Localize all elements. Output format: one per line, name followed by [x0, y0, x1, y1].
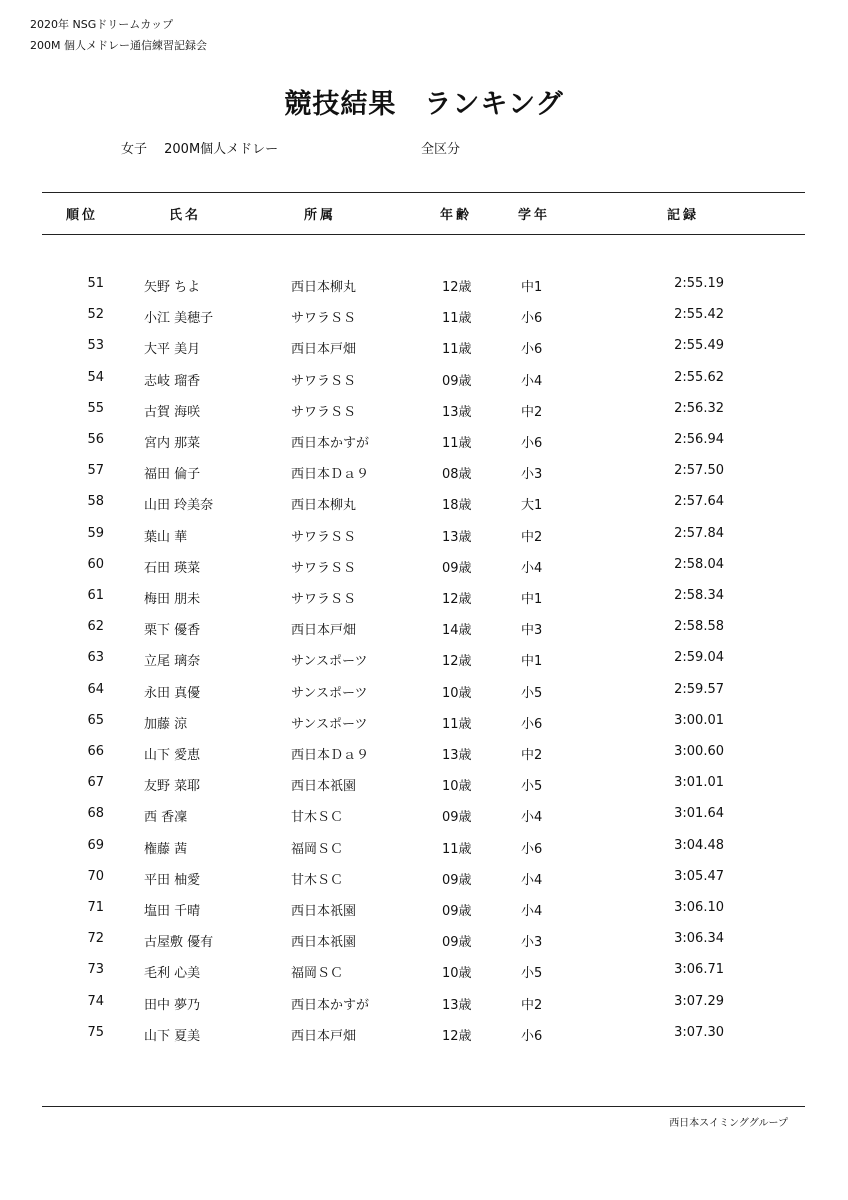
time-cell: 2:57.64: [674, 494, 724, 510]
club-cell: 西日本Ｄａ９: [291, 748, 370, 763]
table-row: [0, 931, 848, 962]
rank-cell: 52: [87, 307, 104, 323]
name-cell: 権藤 茜: [144, 841, 188, 857]
table-row: [0, 338, 848, 369]
time-cell: 3:07.29: [674, 993, 724, 1009]
time-cell: 2:59.04: [674, 650, 724, 666]
grade-cell: 中2: [521, 748, 543, 763]
name-cell: 矢野 ちよ: [144, 280, 201, 295]
club-cell: サワラＳＳ: [291, 311, 357, 327]
column-header-time: 記録: [667, 208, 700, 223]
name-cell: 西 香凜: [144, 810, 188, 826]
rank-cell: 72: [87, 931, 104, 947]
name-cell: 古屋敷 優有: [144, 935, 214, 951]
club-cell: 西日本かすが: [291, 436, 370, 451]
rank-cell: 67: [87, 775, 104, 791]
club-cell: サンスポーツ: [291, 654, 368, 670]
column-header-rank: 順位: [66, 208, 99, 223]
time-cell: 2:55.49: [674, 338, 724, 354]
club-cell: サワラＳＳ: [291, 592, 357, 607]
column-header-name: 氏名: [169, 208, 202, 223]
name-cell: 山下 夏美: [144, 1028, 201, 1044]
grade-cell: 小4: [521, 810, 543, 826]
page-title: 競技結果 ランキング: [284, 89, 564, 120]
grade-cell: 小4: [521, 560, 543, 576]
name-cell: 梅田 朋未: [144, 592, 201, 607]
time-cell: 2:55.62: [674, 369, 724, 385]
name-cell: 田中 夢乃: [144, 997, 201, 1013]
age-cell: 09歳: [442, 904, 472, 919]
rank-cell: 60: [87, 556, 104, 572]
grade-cell: 小6: [521, 342, 543, 358]
club-cell: 甘木ＳＣ: [291, 872, 344, 888]
club-cell: 西日本戸畑: [291, 623, 357, 639]
grade-cell: 小3: [521, 935, 543, 951]
table-row: [0, 307, 848, 338]
club-cell: 西日本かすが: [291, 997, 370, 1013]
grade-cell: 中2: [521, 529, 543, 545]
time-cell: 2:57.84: [674, 525, 724, 541]
age-cell: 09歳: [442, 872, 472, 888]
grade-cell: 小6: [521, 841, 543, 857]
table-row: [0, 494, 848, 525]
grade-cell: 小3: [521, 467, 543, 483]
rank-cell: 59: [87, 525, 104, 541]
rank-cell: 57: [87, 463, 104, 479]
time-cell: 2:56.94: [674, 432, 724, 447]
time-cell: 2:59.57: [674, 681, 724, 697]
rank-cell: 55: [87, 400, 104, 416]
table-row: [0, 869, 848, 900]
time-cell: 2:55.19: [674, 276, 724, 291]
rank-cell: 56: [87, 432, 104, 447]
table-row: [0, 557, 848, 588]
age-cell: 11歳: [442, 342, 472, 358]
name-cell: 永田 真優: [144, 685, 201, 701]
table-row: [0, 526, 848, 557]
document-header: [30, 14, 207, 56]
rank-cell: 53: [87, 338, 104, 354]
age-cell: 11歳: [442, 436, 472, 451]
table-row: [0, 401, 848, 432]
rank-cell: 64: [87, 681, 104, 697]
club-cell: 西日本Ｄａ９: [291, 467, 370, 483]
age-cell: 10歳: [442, 685, 472, 701]
club-cell: サワラＳＳ: [291, 529, 357, 545]
age-cell: 09歳: [442, 935, 472, 951]
name-cell: 毛利 心美: [144, 966, 201, 982]
club-cell: サワラＳＳ: [291, 404, 357, 420]
grade-cell: 小6: [521, 716, 543, 732]
rank-cell: 58: [87, 494, 104, 510]
club-cell: 福岡ＳＣ: [291, 841, 344, 857]
grade-cell: 中1: [521, 592, 543, 607]
rank-cell: 65: [87, 712, 104, 728]
age-cell: 10歳: [442, 966, 472, 982]
name-cell: 志岐 瑠香: [144, 373, 201, 389]
time-cell: 2:58.58: [674, 619, 724, 635]
rank-cell: 75: [87, 1024, 104, 1040]
name-cell: 山下 愛恵: [144, 748, 201, 763]
footer-organization: 西日本スイミンググループ: [669, 1118, 788, 1129]
table-row: [0, 994, 848, 1025]
grade-cell: 小6: [521, 1028, 543, 1044]
age-cell: 14歳: [442, 623, 472, 639]
rank-cell: 63: [87, 650, 104, 666]
age-cell: 12歳: [442, 280, 472, 295]
club-cell: 西日本戸畑: [291, 1028, 357, 1044]
time-cell: 3:01.64: [674, 806, 724, 822]
age-cell: 11歳: [442, 311, 472, 327]
name-cell: 福田 倫子: [144, 467, 201, 483]
table-header-rule: [42, 234, 805, 235]
name-cell: 立尾 璃奈: [144, 654, 201, 670]
time-cell: 3:07.30: [674, 1024, 724, 1040]
age-cell: 18歳: [442, 498, 472, 514]
rank-cell: 73: [87, 962, 104, 978]
rank-cell: 62: [87, 619, 104, 635]
column-header-club: 所属: [304, 208, 337, 223]
age-cell: 11歳: [442, 841, 472, 857]
time-cell: 3:00.01: [674, 712, 724, 728]
name-cell: 大平 美月: [144, 342, 201, 358]
name-cell: 友野 菜耶: [144, 779, 201, 795]
grade-cell: 小4: [521, 904, 543, 919]
time-cell: 2:58.04: [674, 556, 724, 572]
age-cell: 10歳: [442, 779, 472, 795]
table-row: [0, 276, 848, 307]
age-cell: 12歳: [442, 592, 472, 607]
time-cell: 3:05.47: [674, 868, 724, 884]
table-row: [0, 619, 848, 650]
column-header-age: 年齢: [440, 208, 473, 223]
age-cell: 11歳: [442, 716, 472, 732]
grade-cell: 中2: [521, 404, 543, 420]
age-cell: 09歳: [442, 810, 472, 826]
rank-cell: 51: [87, 276, 104, 291]
table-row: [0, 838, 848, 869]
rank-cell: 69: [87, 837, 104, 853]
club-cell: 西日本柳丸: [291, 280, 357, 295]
age-cell: 13歳: [442, 748, 472, 763]
grade-cell: 小4: [521, 872, 543, 888]
time-cell: 3:00.60: [674, 744, 724, 759]
club-cell: 甘木ＳＣ: [291, 810, 344, 826]
club-cell: 福岡ＳＣ: [291, 966, 344, 982]
time-cell: 2:58.34: [674, 588, 724, 603]
rank-cell: 74: [87, 993, 104, 1009]
meet-name: 200M 個人メドレー通信練習記録会: [30, 39, 207, 52]
age-cell: 08歳: [442, 467, 472, 483]
time-cell: 2:56.32: [674, 400, 724, 416]
grade-cell: 中1: [521, 280, 543, 295]
event-division: 全区分: [421, 142, 461, 157]
grade-cell: 中3: [521, 623, 543, 639]
age-cell: 09歳: [442, 560, 472, 576]
age-cell: 13歳: [442, 997, 472, 1013]
club-cell: サワラＳＳ: [291, 560, 357, 576]
grade-cell: 大1: [521, 498, 543, 514]
club-cell: 西日本祇園: [291, 779, 357, 795]
rank-cell: 66: [87, 744, 104, 759]
club-cell: 西日本祇園: [291, 935, 357, 951]
age-cell: 13歳: [442, 404, 472, 420]
grade-cell: 中2: [521, 997, 543, 1013]
footer-rule: [42, 1106, 805, 1107]
table-row: [0, 806, 848, 837]
time-cell: 3:06.71: [674, 962, 724, 978]
time-cell: 2:55.42: [674, 307, 724, 323]
table-row: [0, 775, 848, 806]
table-row: [0, 463, 848, 494]
grade-cell: 小5: [521, 966, 543, 982]
grade-cell: 小4: [521, 373, 543, 389]
age-cell: 09歳: [442, 373, 472, 389]
name-cell: 宮内 那菜: [144, 436, 201, 451]
rank-cell: 70: [87, 868, 104, 884]
age-cell: 12歳: [442, 654, 472, 670]
grade-cell: 中1: [521, 654, 543, 670]
table-row: [0, 650, 848, 681]
club-cell: サンスポーツ: [291, 716, 368, 732]
table-row: [0, 682, 848, 713]
club-cell: サンスポーツ: [291, 685, 368, 701]
table-row: [0, 370, 848, 401]
grade-cell: 小5: [521, 779, 543, 795]
grade-cell: 小6: [521, 436, 543, 451]
grade-cell: 小5: [521, 685, 543, 701]
table-row: [0, 713, 848, 744]
table-row: [0, 588, 848, 619]
age-cell: 12歳: [442, 1028, 472, 1044]
name-cell: 平田 柚愛: [144, 872, 201, 888]
rank-cell: 68: [87, 806, 104, 822]
club-cell: 西日本戸畑: [291, 342, 357, 358]
rank-cell: 54: [87, 369, 104, 385]
grade-cell: 小6: [521, 311, 543, 327]
event-name: 2020年 NSGドリームカップ: [30, 18, 174, 31]
club-cell: 西日本祇園: [291, 904, 357, 919]
table-row: [0, 744, 848, 775]
rank-cell: 61: [87, 588, 104, 603]
table-top-rule: [42, 192, 805, 193]
club-cell: サワラＳＳ: [291, 373, 357, 389]
table-row: [0, 962, 848, 993]
name-cell: 古賀 海咲: [144, 404, 201, 420]
time-cell: 3:01.01: [674, 775, 724, 791]
table-row: [0, 432, 848, 463]
rank-cell: 71: [87, 900, 104, 915]
time-cell: 2:57.50: [674, 463, 724, 479]
age-cell: 13歳: [442, 529, 472, 545]
event-category: 女子 200M個人メドレー: [121, 142, 279, 157]
table-row: [0, 1025, 848, 1056]
name-cell: 葉山 華: [144, 529, 188, 545]
name-cell: 塩田 千晴: [144, 904, 201, 919]
table-row: [0, 900, 848, 931]
club-cell: 西日本柳丸: [291, 498, 357, 514]
name-cell: 栗下 優香: [144, 623, 201, 639]
name-cell: 山田 玲美奈: [144, 498, 214, 514]
name-cell: 加藤 涼: [144, 716, 188, 732]
name-cell: 小江 美穂子: [144, 311, 214, 327]
time-cell: 3:04.48: [674, 837, 724, 853]
time-cell: 3:06.34: [674, 931, 724, 947]
column-header-grade: 学年: [518, 208, 551, 223]
time-cell: 3:06.10: [674, 900, 724, 915]
name-cell: 石田 瑛菜: [144, 560, 201, 576]
